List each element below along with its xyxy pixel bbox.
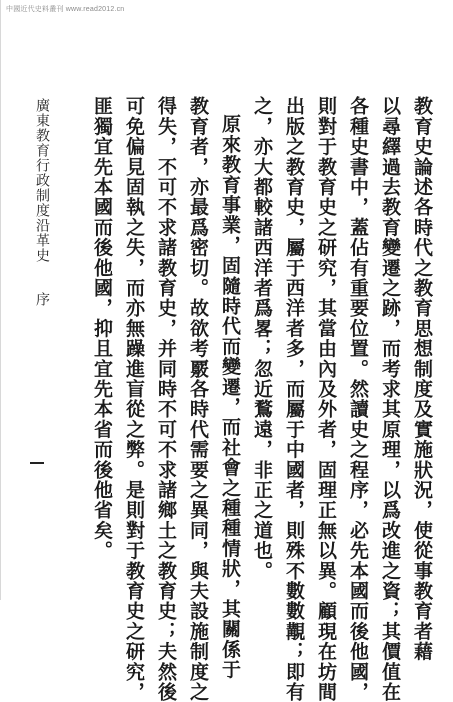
text-column: 教育者，亦最爲密切。故欲考覈各時代需要之異同，與夫設施制度之 — [187, 96, 209, 702]
text-column: 原來教育事業，固隨時代而變遷，而社會之種種情狀，其關係于 — [219, 114, 241, 680]
text-column: 出版之教育史，屬于西洋者多，而屬于中國者，則殊不數數覯；即有 — [283, 96, 305, 702]
page-edge-line — [0, 0, 1, 600]
text-column: 可免偏見固執之失，而亦無躁進盲從之弊。是則對于教育史之研究， — [123, 96, 145, 702]
text-column: 得失，不可不求諸教育史，并同時不可不求諸鄉土之教育史；夫然後 — [155, 96, 177, 702]
section-label: 序 — [34, 292, 50, 307]
text-column: 之，亦大都較諸西洋者爲畧；忽近鶩遠，非正之道也。 — [251, 96, 273, 581]
book-title: 廣東教育行政制度沿革史 — [34, 98, 50, 263]
page-number — [30, 462, 44, 464]
text-column: 教育史論述各時代之教育思想制度及實施狀況，使從事教育者藉 — [411, 96, 433, 662]
text-column: 以尋繹過去教育變遷之跡，而考求其原理，以爲改進之資；其價值在 — [379, 96, 401, 702]
watermark-text: 中國近代史料叢刊 www.read2012.cn — [6, 6, 125, 13]
text-column: 匪獨宜先本國而後他國，抑且宜先本省而後他省矣。 — [91, 96, 113, 561]
text-column: 則對于教育史之研究，其當由內及外者，固理正無以異。顧現在坊間 — [315, 96, 337, 702]
text-column: 各種史書中，蓋佔有重要位置。然讀史之程序，必先本國而後他國， — [347, 96, 369, 702]
